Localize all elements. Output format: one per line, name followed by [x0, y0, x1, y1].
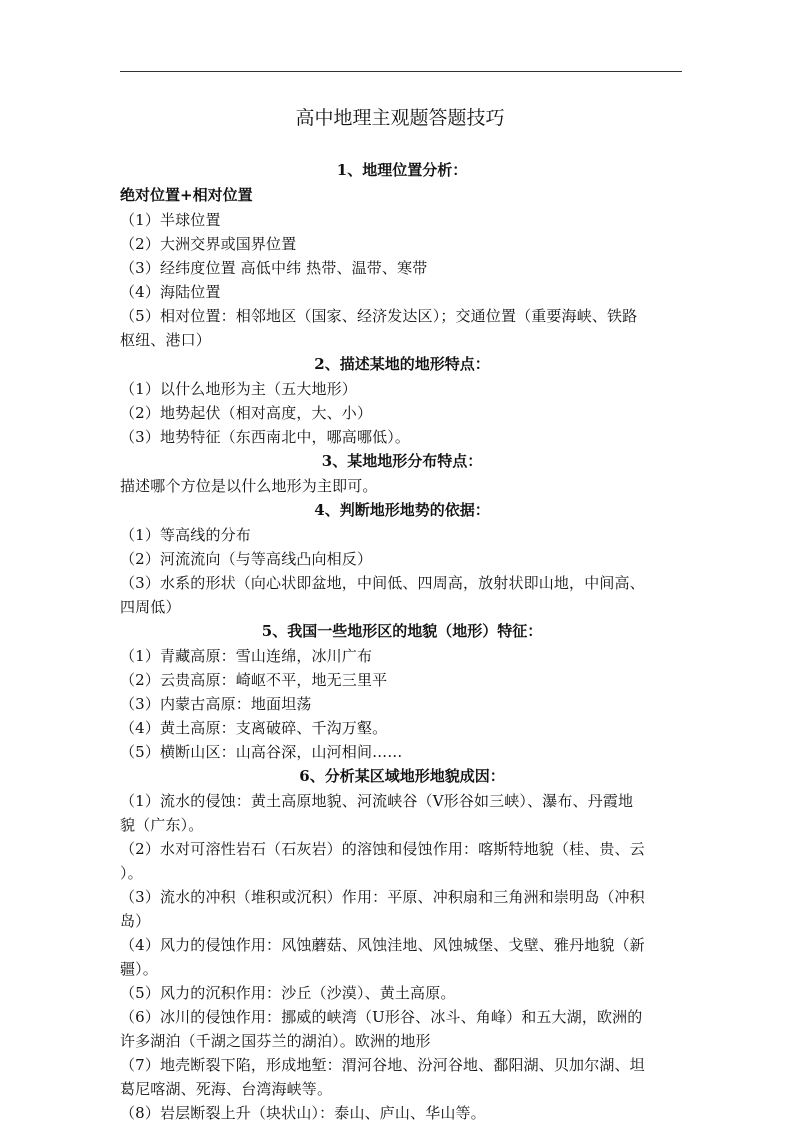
- text-line: （1）流水的侵蚀：黄土高原地貌、河流峡谷（V形谷如三峡）、瀑布、丹霞地: [120, 792, 634, 810]
- section-location-analysis: [120, 158, 684, 352]
- text-line: 葛尼喀湖、死海、台湾海峡等。: [120, 1080, 333, 1098]
- text-line: 描述哪个方位是以什么地形为主即可。: [120, 477, 378, 495]
- text-line: （1）以什么地形为主（五大地形）: [120, 380, 357, 398]
- text-line: （2）地势起伏（相对高度，大、小）: [120, 404, 373, 422]
- text-line: 岛）: [120, 912, 151, 930]
- text-line: （3）地势特征（东西南北中，哪高哪低）。: [120, 428, 411, 446]
- text-line: （1）半球位置: [120, 211, 221, 229]
- text-line: 貌（广东）。: [120, 816, 204, 834]
- header-rule: [120, 71, 682, 72]
- text-line: （1）等高线的分布: [120, 526, 251, 544]
- text-line: （7）地壳断裂下陷，形成地堑：渭河谷地、汾河谷地、鄱阳湖、贝加尔湖、坦: [120, 1056, 645, 1074]
- text-line: （5）横断山区：山高谷深，山河相间……: [120, 743, 403, 761]
- document-title: 高中地理主观题答题技巧: [295, 107, 505, 129]
- section-terrain-features: [120, 352, 684, 449]
- text-line: 枢纽、港口）: [120, 331, 211, 349]
- document-body: [120, 158, 684, 1125]
- text-line: （5）风力的沉积作用：沙丘（沙漠）、黄土高原。: [120, 984, 456, 1002]
- section-heading: 5、我国一些地形区的地貌（地形）特征：: [261, 622, 543, 640]
- text-line: （5）相对位置：相邻地区（国家、经济发达区）；交通位置（重要海峡、铁路: [120, 307, 638, 325]
- text-line: （2）水对可溶性岩石（石灰岩）的溶蚀和侵蚀作用：喀斯特地貌（桂、贵、云: [120, 840, 645, 858]
- section-heading: 4、判断地形地势的依据：: [314, 501, 490, 519]
- text-line: 四周低）: [120, 598, 181, 616]
- section-heading: 6、分析某区域地形地貌成因：: [299, 767, 505, 785]
- section-landform-causes: [120, 764, 684, 1125]
- text-line: （4）风力的侵蚀作用：风蚀蘑菇、风蚀洼地、风蚀城堡、戈壁、雅丹地貌（新: [120, 936, 645, 954]
- section-landform-regions: [120, 619, 684, 764]
- text-line: （3）流水的冲积（堆积或沉积）作用：平原、冲积扇和三角洲和崇明岛（冲积: [120, 888, 645, 906]
- text-line: （8）岩层断裂上升（块状山）：泰山、庐山、华山等。: [120, 1104, 486, 1122]
- text-line: （2）河流流向（与等高线凸向相反）: [120, 550, 373, 568]
- section-terrain-distribution: [120, 449, 684, 498]
- text-line: （4）海陆位置: [120, 283, 221, 301]
- section-heading: 3、某地地形分布特点：: [321, 452, 483, 470]
- text-line: （2）云贵高原：崎岖不平，地无三里平: [120, 671, 388, 689]
- text-line: ）。: [120, 864, 143, 882]
- text-line: 许多湖泊（千湖之国芬兰的湖泊）。欧洲的地形: [120, 1032, 431, 1050]
- text-line: （4）黄土高原：支离破碎、千沟万壑。: [120, 719, 388, 737]
- text-line: （3）内蒙古高原：地面坦荡: [120, 695, 312, 713]
- section-heading: 2、描述某地的地形特点：: [314, 355, 490, 373]
- text-line: （3）经纬度位置 高低中纬 热带、温带、寒带: [120, 259, 428, 277]
- text-line: 疆）。: [120, 960, 158, 978]
- section-subheading: 绝对位置+相对位置: [120, 186, 253, 204]
- section-heading: 1、地理位置分析：: [336, 161, 468, 179]
- text-line: （3）水系的形状（向心状即盆地，中间低、四周高，放射状即山地，中间高、: [120, 574, 645, 592]
- text-line: （2）大洲交界或国界位置: [120, 235, 297, 253]
- section-terrain-basis: [120, 498, 684, 619]
- text-line: （6）冰川的侵蚀作用：挪威的峡湾（U形谷、冰斗、角峰）和五大湖，欧洲的: [120, 1008, 643, 1026]
- text-line: （1）青藏高原：雪山连绵，冰川广布: [120, 647, 373, 665]
